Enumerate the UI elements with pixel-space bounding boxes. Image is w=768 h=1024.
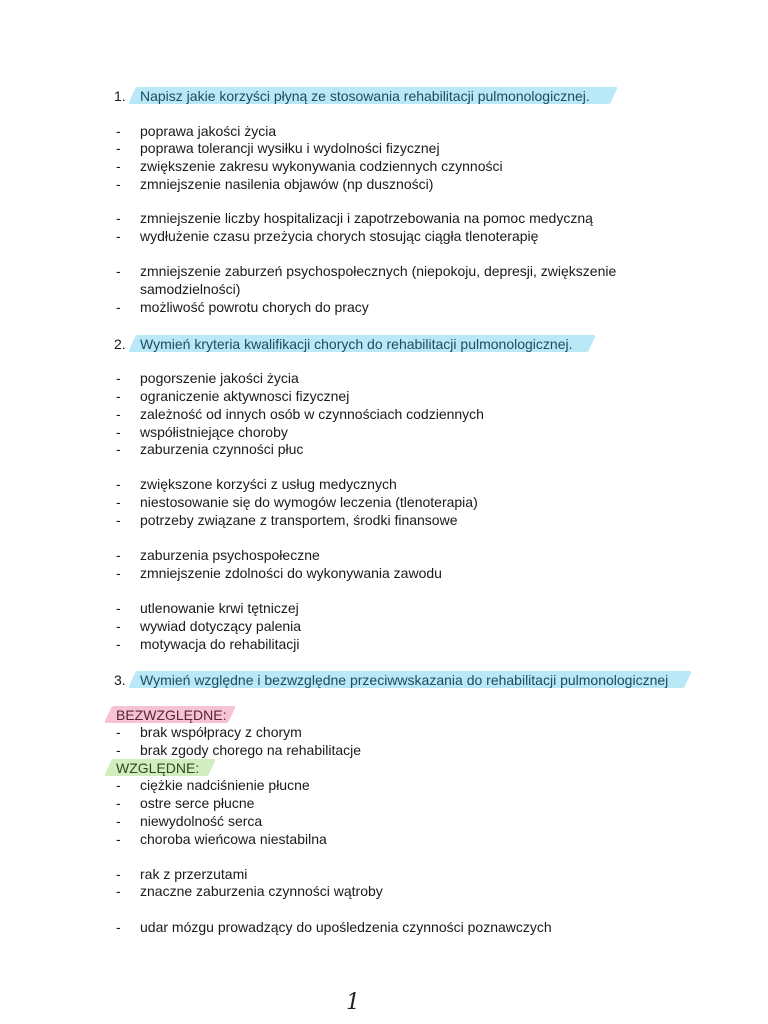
relative-contraindications-label: WZGLĘDNE:	[0, 759, 768, 777]
question-2-heading	[0, 335, 768, 353]
question-number: 2.	[114, 336, 126, 352]
question-title: Wymień kryteria kwalifikacji chorych do rehabilitacji pulmonologicznej.	[140, 336, 573, 352]
question-number: 3.	[114, 672, 126, 688]
document-page: 1. Napisz jakie korzyści płyną ze stosowania rehabilitacji pulmonologicznej. - poprawa jakości życia - poprawa tolerancji wysiłku i wydolności fizycznej - zwiększenie zakresu wykonywania codziennych czynności - zmniejszenie nasilenia objawów (np duszności) - zmniejszenie liczby hospitalizacji i zapotrzebowania na pomoc medyczną - wydłużenie czasu przeżycia chorych stosując ciągła tlenoterapię - zmniejszenie zaburzeń psychospołecznych (niepokoju, depresji, zwiększenie samodzielności) - możliwość powrotu chorych do pracy 2. Wymień kryteria kwalifikacji chorych do rehabilitacji pulmonologicznej. - pogorszenie jakości życia - ograniczenie aktywnosci fizycznej - zależność od innych osób w czynnościach codziennych - współistniejące choroby - zaburzenia czynności płuc - zwiększone korzyści z usług medycznych - niestosowanie się do wymogów leczenia (tlenoterapia) - potrzeby związane z transportem, środki finansowe - zaburzenia psychospołeczne - zmniejszenie zdolności do wykonywania zawodu - utlenowanie krwi tętniczej - wywiad dotyczący palenia - motywacja do rehabilitacji 3. Wymień względne i bezwzględne przeciwwskazania do rehabilitacji pulmonologicznej BEZWZGLĘDNE: - brak współpracy z chorym - brak zgody chorego na rehabilitacje WZGLĘDNE: - ciężkie nadciśnienie płucne - ostre serce płucne - niewydolność serca - choroba wieńcowa niestabilna - rak z przerzutami - znaczne zaburzenia czynności wątroby - udar mózgu prowadzący do upośledzenia czynności poznawczych 1	[0, 0, 768, 1024]
question-title: Wymień względne i bezwzględne przeciwwskazania do rehabilitacji pulmonologicznej	[140, 672, 669, 688]
question-3-heading	[0, 671, 768, 689]
question-number: 1.	[114, 88, 126, 104]
question-1-heading	[0, 87, 768, 105]
absolute-contraindications-label: BEZWZGLĘDNE:	[0, 706, 768, 724]
question-title: Napisz jakie korzyści płyną ze stosowania rehabilitacji pulmonologicznej.	[140, 88, 590, 104]
page-number: 1	[346, 990, 360, 1015]
